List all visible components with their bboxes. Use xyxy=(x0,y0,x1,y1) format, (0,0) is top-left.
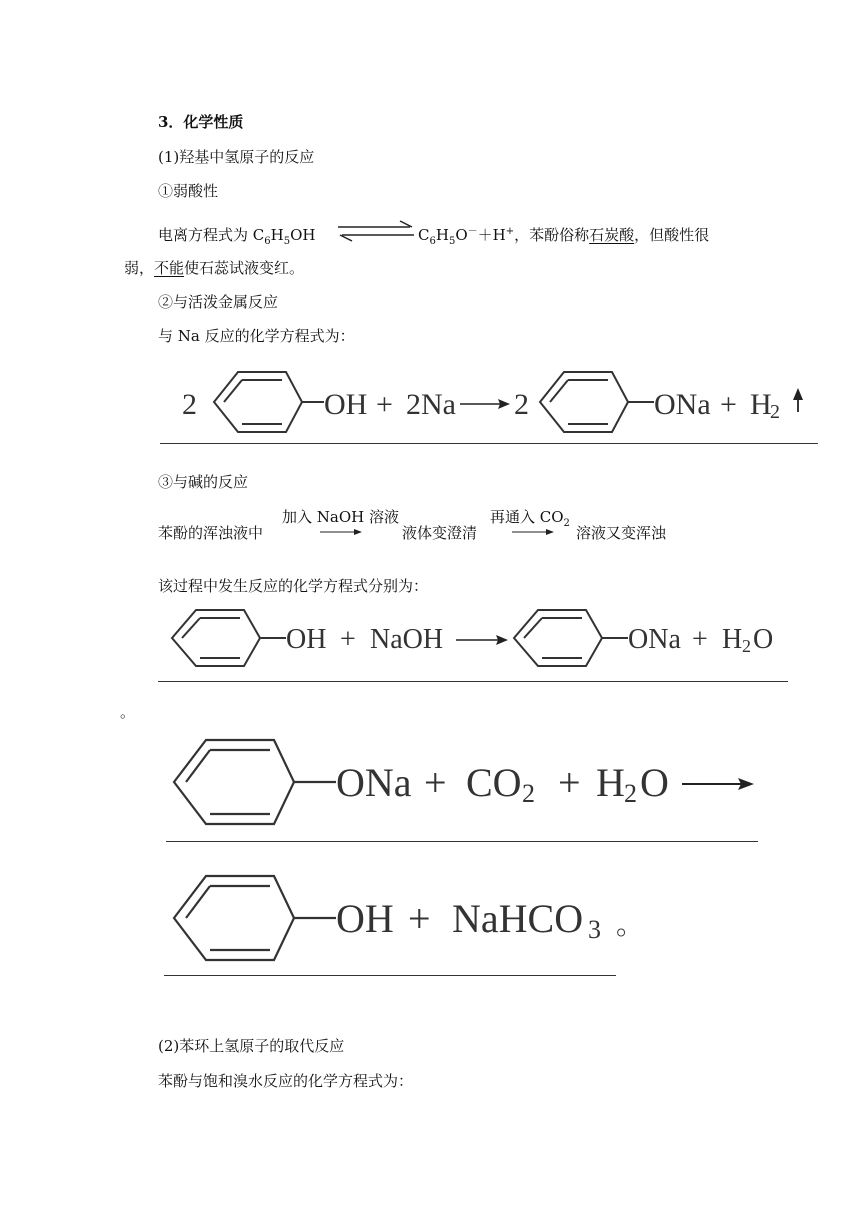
reaction-arrow-icon xyxy=(456,635,508,645)
item-active-metal: ②与活泼金属反应 xyxy=(158,293,279,311)
eq2-h: H xyxy=(722,624,743,655)
item-base: ③与碱的反应 xyxy=(158,473,249,491)
equilibrium-arrow xyxy=(336,220,416,242)
arrow2-label xyxy=(490,508,570,529)
common-name: 石炭酸 xyxy=(589,226,635,244)
equation-phenol-naoh xyxy=(168,602,788,676)
period-mark: 。 xyxy=(120,703,136,721)
text-litmus: 使石蕊试液变红。 xyxy=(184,259,305,277)
answer-line-2 xyxy=(158,681,788,682)
process-arrow-1 xyxy=(320,528,362,536)
eq3-nahco-sub: 3 xyxy=(588,915,601,944)
subsection-hydroxyl: (1)羟基中氢原子的反应 xyxy=(158,148,315,166)
benzene-ring-icon xyxy=(514,610,602,666)
sub-c2: 6 xyxy=(429,236,436,247)
eq-coef-right: 2 xyxy=(514,388,529,421)
text-h: H xyxy=(270,226,284,244)
answer-line-4 xyxy=(164,975,616,976)
eq-h2-sub: 2 xyxy=(770,401,780,423)
ionization-right xyxy=(418,225,709,245)
eq3-plus1: + xyxy=(424,760,447,805)
eq-ona: ONa xyxy=(654,388,711,421)
eq3-co: CO xyxy=(466,760,522,805)
eq3-nahco: NaHCO xyxy=(452,896,584,941)
equation-phenoxide-co2 xyxy=(170,732,770,832)
benzene-ring-icon xyxy=(214,372,302,432)
eq-plus2: + xyxy=(720,388,737,421)
benzene-ring-icon xyxy=(172,610,260,666)
sub-h2: 5 xyxy=(448,236,456,247)
eq3-oh: OH xyxy=(336,896,394,941)
text-o: O xyxy=(455,226,468,244)
arrow1-label: 加入 NaOH 溶液 xyxy=(282,508,399,526)
text-tail: ，但酸性很 xyxy=(634,226,710,244)
sup-plus: + xyxy=(505,226,515,237)
reaction-arrow-icon xyxy=(682,778,754,790)
process-intro: 该过程中发生反应的化学方程式分别为： xyxy=(158,577,429,595)
arrow2-text: 再通入 CO xyxy=(490,508,564,526)
benzene-ring-icon xyxy=(174,876,294,960)
process-end: 溶液又变浑浊 xyxy=(576,524,667,542)
ionization-prefix: 电离方程式为 C xyxy=(158,226,265,244)
eq-h2: H xyxy=(750,388,772,421)
sub-c: 6 xyxy=(264,236,271,247)
text-plus-h: ＋H xyxy=(477,226,506,244)
eq2-oh: OH xyxy=(286,624,327,655)
eq2-ona: ONa xyxy=(628,624,681,655)
na-intro: 与 Na 反应的化学方程式为： xyxy=(158,327,355,345)
eq3-h: H xyxy=(596,760,625,805)
answer-line-1 xyxy=(160,443,818,444)
eq3-period: 。 xyxy=(616,910,645,941)
eq-coef-left: 2 xyxy=(182,388,197,421)
eq3-h-sub: 2 xyxy=(624,779,637,808)
ionization-left xyxy=(158,225,315,245)
text-oh: OH xyxy=(290,226,316,244)
text-weak: 弱， xyxy=(124,259,155,277)
eq2-plus2: + xyxy=(692,624,708,655)
process-start: 苯酚的浑浊液中 xyxy=(158,524,264,542)
eq3-ona: ONa xyxy=(336,760,412,805)
text-h2: H xyxy=(435,226,449,244)
subsection-ring-substitution: (2)苯环上氢原子的取代反应 xyxy=(158,1037,345,1055)
reaction-arrow-icon xyxy=(460,399,510,409)
eq-plus1: + xyxy=(376,388,393,421)
eq3-co-sub: 2 xyxy=(522,779,535,808)
eq3-plus3: + xyxy=(408,896,431,941)
sub-h: 5 xyxy=(283,236,291,247)
eq3-plus2: + xyxy=(558,760,581,805)
eq3-o: O xyxy=(640,760,669,805)
sup-minus: － xyxy=(467,226,478,237)
text-cannot: 不能 xyxy=(154,259,185,277)
eq-oh: OH xyxy=(324,388,368,421)
ionization-line2 xyxy=(124,258,304,278)
arrow2-sub: 2 xyxy=(563,518,570,529)
process-arrow-2 xyxy=(512,528,554,536)
item-weak-acid: ①弱酸性 xyxy=(158,182,219,200)
process-middle: 液体变澄清 xyxy=(402,524,478,542)
text-c: C xyxy=(418,226,430,244)
gas-arrow-icon xyxy=(793,388,803,412)
eq2-plus1: + xyxy=(340,624,356,655)
bromine-intro: 苯酚与饱和溴水反应的化学方程式为： xyxy=(158,1072,414,1090)
text-common-name-intro: ，苯酚俗称 xyxy=(514,226,590,244)
eq2-h-sub: 2 xyxy=(742,636,751,656)
section-heading: 3．化学性质 xyxy=(158,113,244,131)
eq2-o: O xyxy=(753,624,774,655)
equation-phenoxide-co2-products xyxy=(170,868,650,968)
equation-phenol-sodium xyxy=(176,362,816,442)
eq2-reagent: NaOH xyxy=(370,624,444,655)
eq-reagent-na: 2Na xyxy=(406,388,456,421)
answer-line-3 xyxy=(166,841,758,842)
benzene-ring-icon xyxy=(540,372,628,432)
benzene-ring-icon xyxy=(174,740,294,824)
